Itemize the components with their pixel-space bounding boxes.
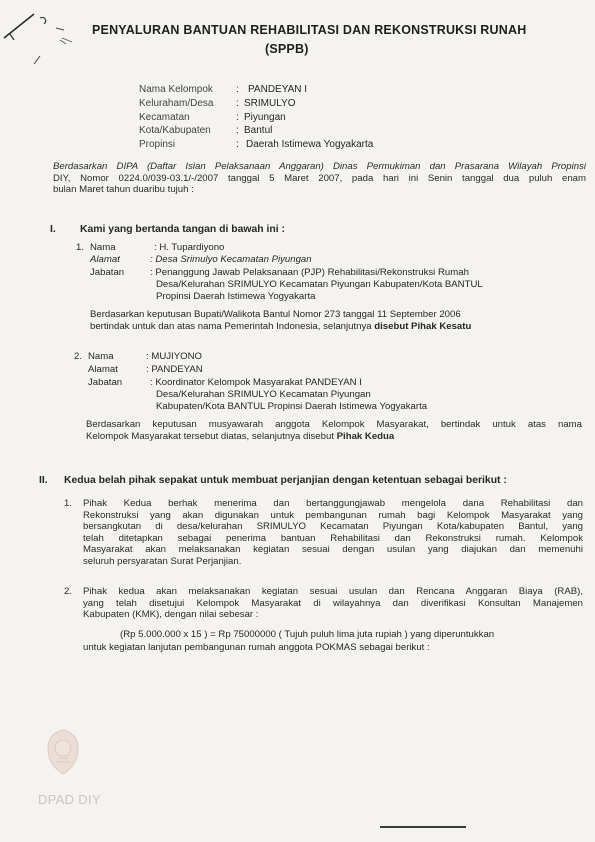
item-1-line: Pihak Kedua berhak menerima dan bertanggungjawab mengelola dana Rehabilitasi dan [83,498,583,509]
party-1-jabatan-line-3: Propinsi Daerah Istimewa Yogyakarta [156,291,316,302]
item-2-line: Pihak kedua akan melaksanakan kegiatan sesuai usulan dan Rencana Anggaran Biaya (RAB), [83,586,583,597]
party-1-jabatan-label: Jabatan [90,267,125,278]
item-1-line: telah ditetapkan sebagai penerima bantuan Rehabilitasi dan Rekonstruksi rumah. Kelompok [83,532,583,544]
info-value: Bantul [244,125,273,136]
info-colon: : [236,139,239,150]
party-2-number: 2. [74,351,83,362]
item-2-line: Kabupaten (KMK), dengan nilai sebesar : [83,609,259,620]
party-1-alamat-label: Alamat [90,254,120,265]
info-label: Propinsi [139,139,176,150]
party-1-alamat-value: : Desa Srimulyo Kecamatan Piyungan [150,254,312,265]
document-title-line2: (SPPB) [265,42,309,56]
party-1-basis-text: bertindak untuk dan atas nama Pemerintah Indonesia, selanjutnya [90,321,375,332]
party-2-basis-line-2 [86,431,582,443]
section-2-heading: Kedua belah pihak sepakat untuk membuat perjanjian dengan ketentuan sebagai berikut : [64,475,507,486]
party-1-nama-label: Nama [90,242,116,253]
item-1-line: Rekonstruksi yang akan digunakan untuk pembangunan rumah bagi Kelompok Masyarakat yang [83,509,583,521]
party-2-jabatan-line-2: Desa/Kelurahan SRIMULYO Kecamatan Piyungan [156,389,371,400]
party-1-nama-value: : H. Tupardiyono [154,242,225,253]
item-1-line: seluruh persyaratan Surat Perjanjian. [83,555,242,567]
party-1-jabatan-line-2: Desa/Kelurahan SRIMULYO Kecamatan Piyungan Kabupaten/Kota BANTUL [156,279,483,290]
info-value: SRIMULYO [244,98,296,109]
info-colon: : [236,112,239,123]
item-1-paragraph [83,498,583,567]
info-colon: : [236,125,239,136]
party-2-basis [86,419,582,442]
party-2-jabatan-line-3: Kabupaten/Kota BANTUL Propinsi Daerah Istimewa Yogyakarta [156,401,428,412]
party-1-basis-line-1: Berdasarkan keputusan Bupati/Walikota Bantul Nomor 273 tanggal 11 September 2006 [90,309,461,320]
info-label: Kota/Kabupaten [139,125,211,136]
party-2-alamat-value: : PANDEYAN [146,364,203,375]
party-1-jabatan-value: : Penanggung Jawab Pelaksanaan (PJP) Rehabilitasi/Rekonstruksi Rumah [150,267,469,278]
info-label: Nama Kelompok [139,84,213,95]
party-2-alamat-label: Alamat [88,364,118,375]
party-1-designation: disebut Pihak Kesatu [374,321,472,332]
info-value: Daerah Istimewa Yogyakarta [246,139,374,150]
party-2-basis-line-1: Berdasarkan keputusan musyawarah anggota Kelompok Masyarakat, bertindak untuk atas nama [86,419,582,430]
intro-line-3: bulan Maret tahun duaribu tujuh : [53,184,194,195]
info-label: Kecamatan [139,112,190,123]
section-1-heading: Kami yang bertanda tangan di bawah ini : [80,224,285,235]
info-label: Keluraham/Desa [139,98,214,109]
signature-line [380,826,466,828]
party-2-basis-text: Kelompok Masyarakat tersebut diatas, selanjutnya disebut [86,430,337,442]
party-2-nama-label: Nama [88,351,114,362]
section-1-numeral: I. [50,224,56,235]
info-colon: : [236,84,239,95]
item-1-line: Masyarakat akan melaksanakan kegiatan sesuai dengan usulan yang diajukan dan memenuhi [83,544,583,555]
item-2-last-line: untuk kegiatan lanjutan pembangunan rumah anggota POKMAS sebagai berikut : [83,642,430,653]
section-2-numeral: II. [39,475,48,486]
item-2-paragraph [83,586,583,621]
info-value: Piyungan [244,112,286,123]
party-2-jabatan-value: : Koordinator Kelompok Masyarakat PANDEYAN I [150,377,362,388]
intro-paragraph [53,161,586,196]
intro-line-1: Berdasarkan DIPA (Daftar Isian Pelaksanaan Anggaran) Dinas Permukiman dan Prasarana Wilayah Propinsi [53,161,586,172]
party-1-basis-line-2 [90,321,471,333]
party-1-number: 1. [76,242,85,253]
item-2-line: yang telah disetujui Kelompok Masyarakat di wilayahnya dan diverifikasi Konsultan Manajemen [83,597,583,609]
watermark-text: DPAD DIY [38,792,101,807]
item-2-amount-line: (Rp 5.000.000 x 15 ) = Rp 75000000 ( Tujuh puluh lima juta rupiah ) yang diperuntukkan [120,629,495,640]
party-2-designation: Pihak Kedua [336,430,395,442]
item-1-line: bersangkutan di desa/kelurahan SRIMULYO Kecamatan Piyungan Kota/kabupaten Bantul, yang [83,521,583,532]
party-2-nama-value: : MUJIYONO [146,351,202,362]
info-colon: : [236,98,239,109]
info-value: PANDEYAN I [248,84,308,95]
party-2-jabatan-label: Jabatan [88,377,123,388]
item-2-number: 2. [64,586,73,597]
item-1-number: 1. [64,498,73,509]
scan-mark-icon [0,0,90,70]
regional-seal-icon [44,728,82,776]
document-title-line1: PENYALURAN BANTUAN REHABILITASI DAN REKONSTRUKSI RUNAH [92,23,527,37]
intro-line-2: DIY, Nomor 0224.0/039-03.1/-/2007 tanggal 5 Maret 2007, pada hari ini Senin tanggal dua puluh enam [53,172,586,184]
